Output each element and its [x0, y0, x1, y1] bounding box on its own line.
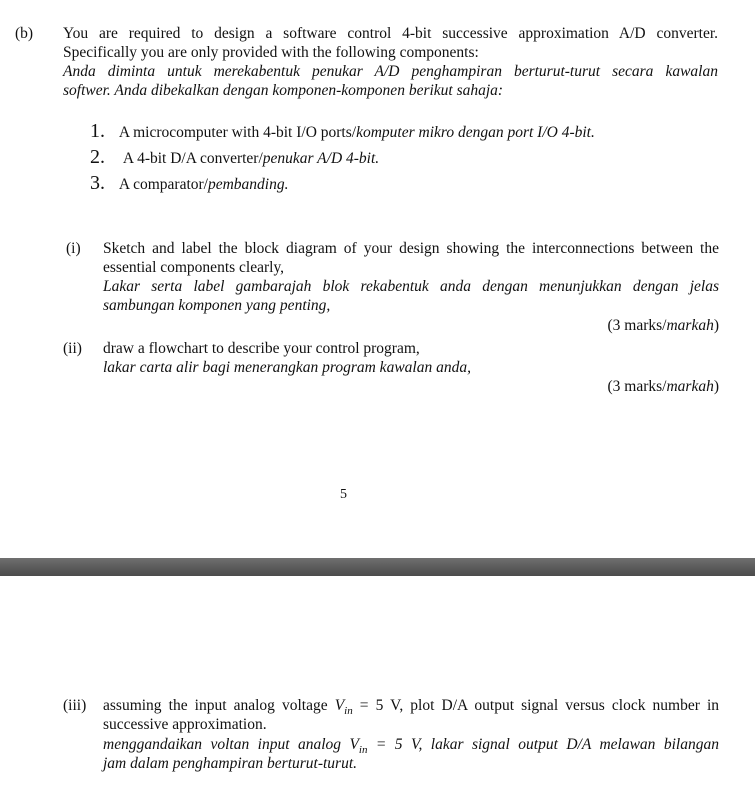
question-label: (iii): [63, 697, 87, 714]
component-text-en: A comparator/: [118, 176, 208, 193]
question-en-line-1: Sketch and label the block diagram of your design showing the interconnections between the: [103, 240, 719, 257]
component-item: [90, 148, 379, 168]
question-ms-line-2: sambungan komponen yang penting,: [103, 297, 331, 314]
component-text-en: A microcomputer with 4-bit I/O ports/: [118, 124, 357, 141]
question-label: (i): [66, 240, 81, 257]
question-en-line-1: draw a flowchart to describe your control program,: [103, 340, 420, 357]
component-text-en: A 4-bit D/A converter/: [122, 150, 263, 167]
component-item: [90, 174, 289, 194]
question-ms-line-2: jam dalam penghampiran berturut-turut.: [103, 755, 358, 772]
component-number: 1.: [90, 120, 105, 142]
vin-symbol: $V_{in}$: [334, 697, 353, 718]
intro-ms-line-2: softwer. Anda dibekalkan dengan komponen-komponen berikut sahaja:: [63, 82, 504, 99]
intro-en-line-2: Specifically you are only provided with the following components:: [63, 44, 479, 61]
question-ms-line-1: Lakar serta label gambarajah blok rekabentuk anda dengan menunjukkan dengan jelas: [103, 278, 719, 295]
question-ms-line-1: lakar carta alir bagi menerangkan program kawalan anda,: [103, 359, 471, 376]
component-text-ms: pembanding.: [207, 176, 289, 193]
question-label: (ii): [63, 340, 82, 357]
page-number: 5: [340, 487, 347, 502]
page-separator: [0, 558, 755, 576]
question-en-line-2: essential components clearly,: [103, 259, 285, 276]
marks-label: (3 marks/markah): [607, 317, 719, 334]
component-item: [90, 122, 595, 142]
question-en-line-1: assuming the input analog voltage $V_{in} = 5$ V, plot D/A output signal versus clock number in: [103, 697, 720, 718]
vin-symbol: $V_{in}$: [349, 736, 368, 757]
component-text-ms: penukar A/D 4-bit.: [262, 150, 380, 167]
part-label: (b): [15, 25, 34, 42]
marks-label: (3 marks/markah): [607, 378, 719, 395]
question-en-line-2: successive approximation.: [103, 716, 267, 733]
intro-en-line-1: You are required to design a software control 4-bit successive approximation A/D converter.: [63, 25, 718, 42]
component-text-ms: komputer mikro dengan port I/O 4-bit.: [356, 124, 595, 141]
component-number: 2.: [90, 146, 105, 168]
intro-ms-line-1: Anda diminta untuk merekabentuk penukar A/D penghampiran berturut-turut secara kawalan: [63, 63, 718, 80]
question-ms-line-1: menggandaikan voltan input analog $V_{in} = 5$ V, lakar signal output D/A melawan bilangan: [103, 736, 719, 757]
component-number: 3.: [90, 172, 105, 194]
